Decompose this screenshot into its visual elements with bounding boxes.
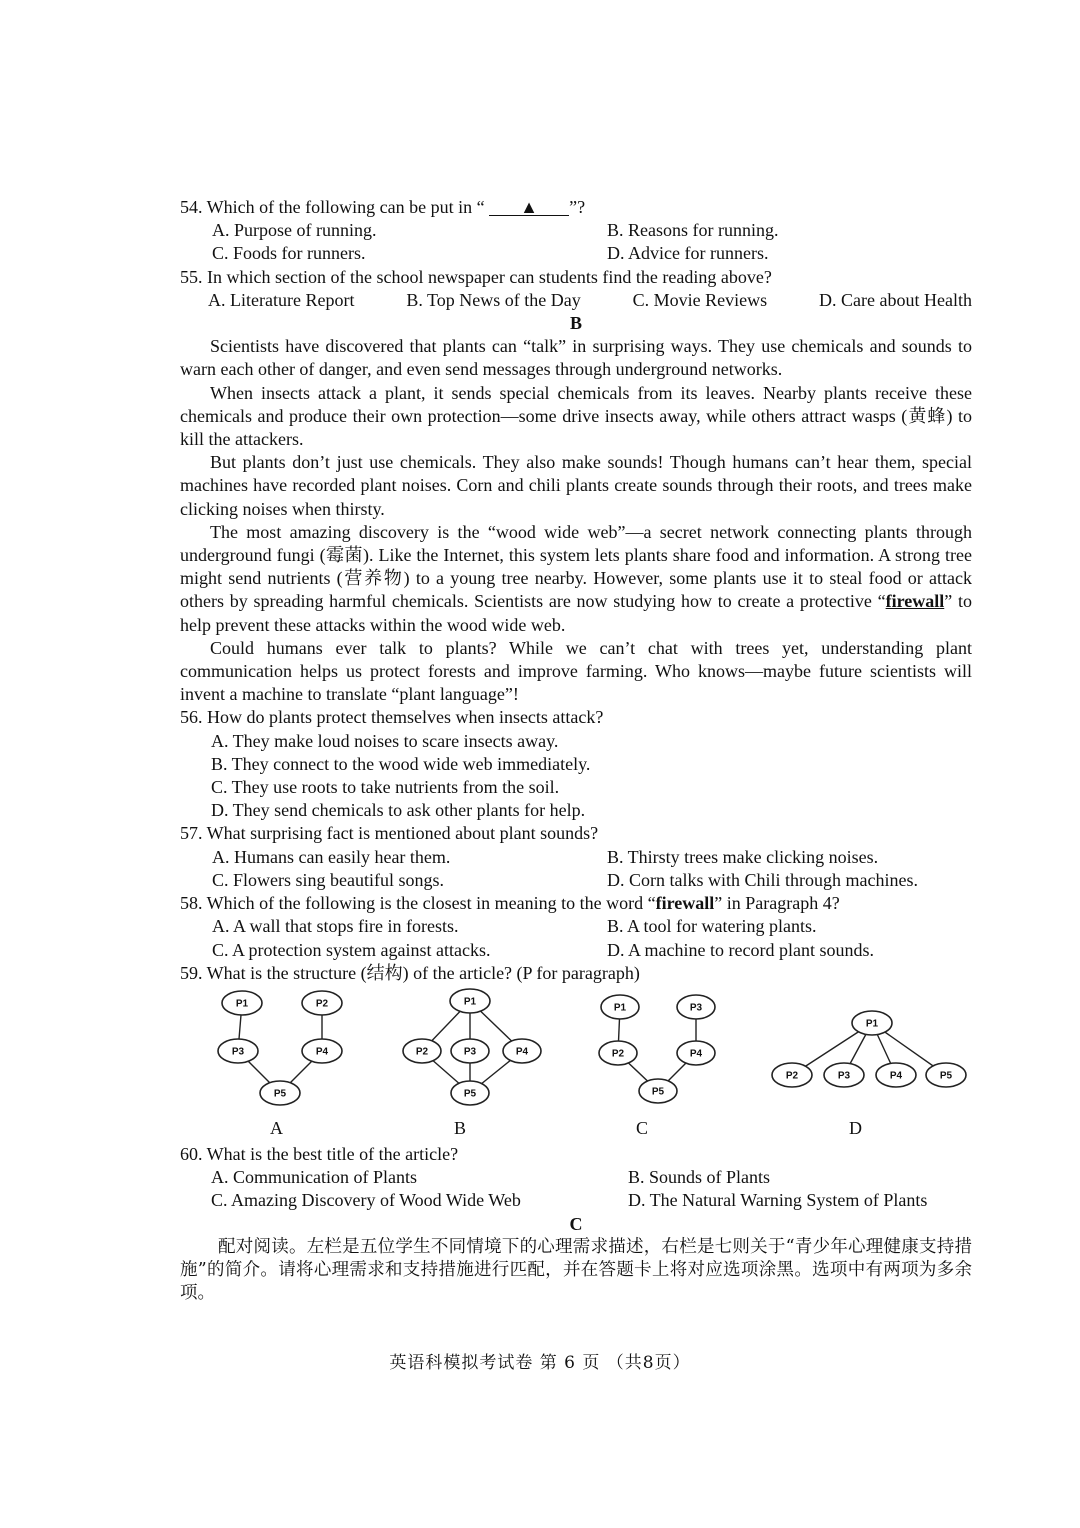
q54-option-c: C. Foods for runners. [212,243,366,264]
section-c-instructions: 配对阅读。左栏是五位学生不同情境下的心理需求描述，右栏是七则关于“青少年心理健康支持措施”的简介。请将心理需求和支持措施进行匹配，并在答题卡上将对应选项涂黑。选项中有两项为多余项。 [180,1236,972,1304]
q56-option-a: A. They make loud noises to scare insects away. [211,730,559,751]
q60-option-b: B. Sounds of Plants [628,1167,771,1188]
diagram-label-b: B [454,1117,467,1138]
structure-diagrams-svg [180,987,972,1122]
diagram-b-node-p1 [450,989,490,1013]
diagram-a-node-p5 [260,1081,300,1105]
diagram-label-c: C [636,1117,649,1138]
question-59: 59. What is the structure (结构) of the article? (P for paragraph) [180,962,640,983]
node-label: P1 [463,996,477,1008]
q56-option-b: B. They connect to the wood wide web immediately. [211,753,591,774]
diagram-c [599,995,715,1103]
exam-page [180,196,972,1305]
diagram-a-node-p3 [218,1039,258,1063]
q56-option-c: C. They use roots to take nutrients from the soil. [211,777,560,798]
node-label: P3 [231,1046,245,1058]
node-label: P4 [515,1046,529,1058]
q60-option-c: C. Amazing Discovery of Wood Wide Web [211,1190,521,1211]
q55-option-b: B. Top News of the Day [406,289,581,310]
q58-options [180,915,972,961]
node-label: P3 [463,1046,477,1058]
node-label: P4 [689,1048,703,1060]
diagram-d-node-p4 [876,1063,916,1087]
diagram-a-node-p2 [302,991,342,1015]
passage-b-paragraph-3: But plants don’t just use chemicals. They also make sounds! Though humans can’t hear them, special machines have recorded plant noises. Corn and chili plants create sounds through their roots, and trees make clicking noises when thirsty. [180,452,972,519]
page-footer: 英语科模拟考试卷 第 6 页 （共8页） [389,1353,691,1373]
question-55: 55. In which section of the school newspaper can students find the reading above? [180,266,772,287]
node-label: P2 [611,1048,625,1060]
question-56: 56. How do plants protect themselves when insects attack? [180,707,604,728]
q60-option-d: D. The Natural Warning System of Plants [628,1190,928,1211]
p4-text-before: The most amazing discovery is the “wood wide web”—a secret network connecting plants through underground fungi (霉菌). Like the Internet, this system lets plants share food and information. A strong tree might send nutrients (营养物) to a young tree nearby. However, some plants use it to steal food or attack others by spreading harmful chemicals. Scientists are now studying how to create a protective “ [180,521,972,612]
diagram-c-node-p1 [601,995,639,1019]
node-label: P3 [837,1070,851,1082]
p4-text-after: ” to help prevent these attacks within the wood wide web. [180,591,972,635]
q57-option-b: B. Thirsty trees make clicking noises. [607,846,879,867]
q55-option-d: D. Care about Health [819,289,972,310]
diagram-a-node-p4 [302,1039,342,1063]
q54-option-a: A. Purpose of running. [212,220,377,241]
diagram-d-node-p1 [852,1011,892,1035]
node-label: P5 [463,1088,477,1100]
q54-option-d: D. Advice for runners. [607,243,769,264]
node-label: P5 [939,1070,953,1082]
structure-diagrams [180,987,972,1147]
node-label: P5 [273,1088,287,1100]
node-label: P2 [785,1070,799,1082]
blank-triangle-icon: ▲ [520,197,538,217]
question-54 [180,196,972,219]
q54-stem-before: 54. Which of the following can be put in “ [180,197,490,217]
q55-options [180,289,972,312]
q58-option-a: A. A wall that stops fire in forests. [212,916,459,937]
section-c-title: C [569,1213,583,1234]
diagram-b-node-p2 [403,1039,441,1063]
q54-stem-after: ”? [569,197,586,217]
section-b-title: B [569,313,582,334]
q60-option-a: A. Communication of Plants [211,1167,417,1188]
diagram-d-node-p3 [824,1063,864,1087]
diagram-c-node-p5 [639,1079,677,1103]
passage-b-paragraph-2: When insects attack a plant, it sends special chemicals from its leaves. Nearby plants receive these chemicals and produce their own protection—some drive insects away, while others attract wasps (黄蜂) to kill the attackers. [180,382,972,450]
diagram-d-node-p5 [926,1063,966,1087]
diagram-a [218,991,342,1105]
node-label: P1 [235,998,249,1010]
node-label: P2 [415,1046,429,1058]
q58-option-c: C. A protection system against attacks. [212,939,491,960]
node-label: P4 [889,1070,903,1082]
diagram-c-node-p4 [677,1041,715,1065]
firewall-word: firewall [885,591,945,612]
question-58 [180,892,972,915]
q56-options [180,730,972,823]
diagram-b-node-p5 [451,1081,489,1105]
question-57: 57. What surprising fact is mentioned about plant sounds? [180,823,599,844]
node-label: P1 [865,1018,879,1030]
passage-b-paragraph-1: Scientists have discovered that plants can “talk” in surprising ways. They use chemicals and sounds to warn each other of danger, and even send messages through underground networks. [180,336,972,380]
diagram-label-d: D [849,1117,862,1138]
q55-option-c: C. Movie Reviews [632,289,768,310]
diagram-c-node-p2 [599,1041,637,1065]
diagram-d [772,1011,966,1087]
passage-b-paragraph-5: Could humans ever talk to plants? While we can’t chat with trees yet, understanding plant communication helps us protect forests and improve farming. Who knows—maybe future scientists will invent a machine to translate “plant language”! [180,637,972,705]
diagram-a-node-p1 [222,991,262,1015]
q58-stem-after: ” in Paragraph 4? [714,893,840,914]
q54-blank [489,199,569,216]
diagram-d-node-p2 [772,1063,812,1087]
q58-option-b: B. A tool for watering plants. [607,916,817,937]
q55-option-a: A. Literature Report [208,289,355,310]
q56-option-d: D. They send chemicals to ask other plants for help. [211,800,586,821]
node-label: P2 [315,998,329,1010]
q58-stem-before: 58. Which of the following is the closest in meaning to the word “ [180,893,656,914]
q58-stem-word: firewall [655,893,715,914]
diagram-b-node-p4 [503,1039,541,1063]
node-label: P3 [689,1002,703,1014]
diagram-c-node-p3 [677,995,715,1019]
q57-option-a: A. Humans can easily hear them. [212,846,451,867]
q54-options [180,219,972,265]
node-label: P1 [613,1002,627,1014]
q57-options [180,846,972,892]
diagram-b-node-p3 [451,1039,489,1063]
q54-option-b: B. Reasons for running. [607,220,779,241]
node-label: P4 [315,1046,329,1058]
q57-option-c: C. Flowers sing beautiful songs. [212,869,444,890]
diagram-b [403,989,541,1105]
q60-options [180,1166,972,1212]
q57-option-d: D. Corn talks with Chili through machines. [607,869,918,890]
question-60: 60. What is the best title of the article? [180,1143,459,1164]
passage-b-paragraph-4 [180,521,972,637]
node-label: P5 [651,1086,665,1098]
diagram-label-a: A [270,1117,283,1138]
q58-option-d: D. A machine to record plant sounds. [607,939,874,960]
